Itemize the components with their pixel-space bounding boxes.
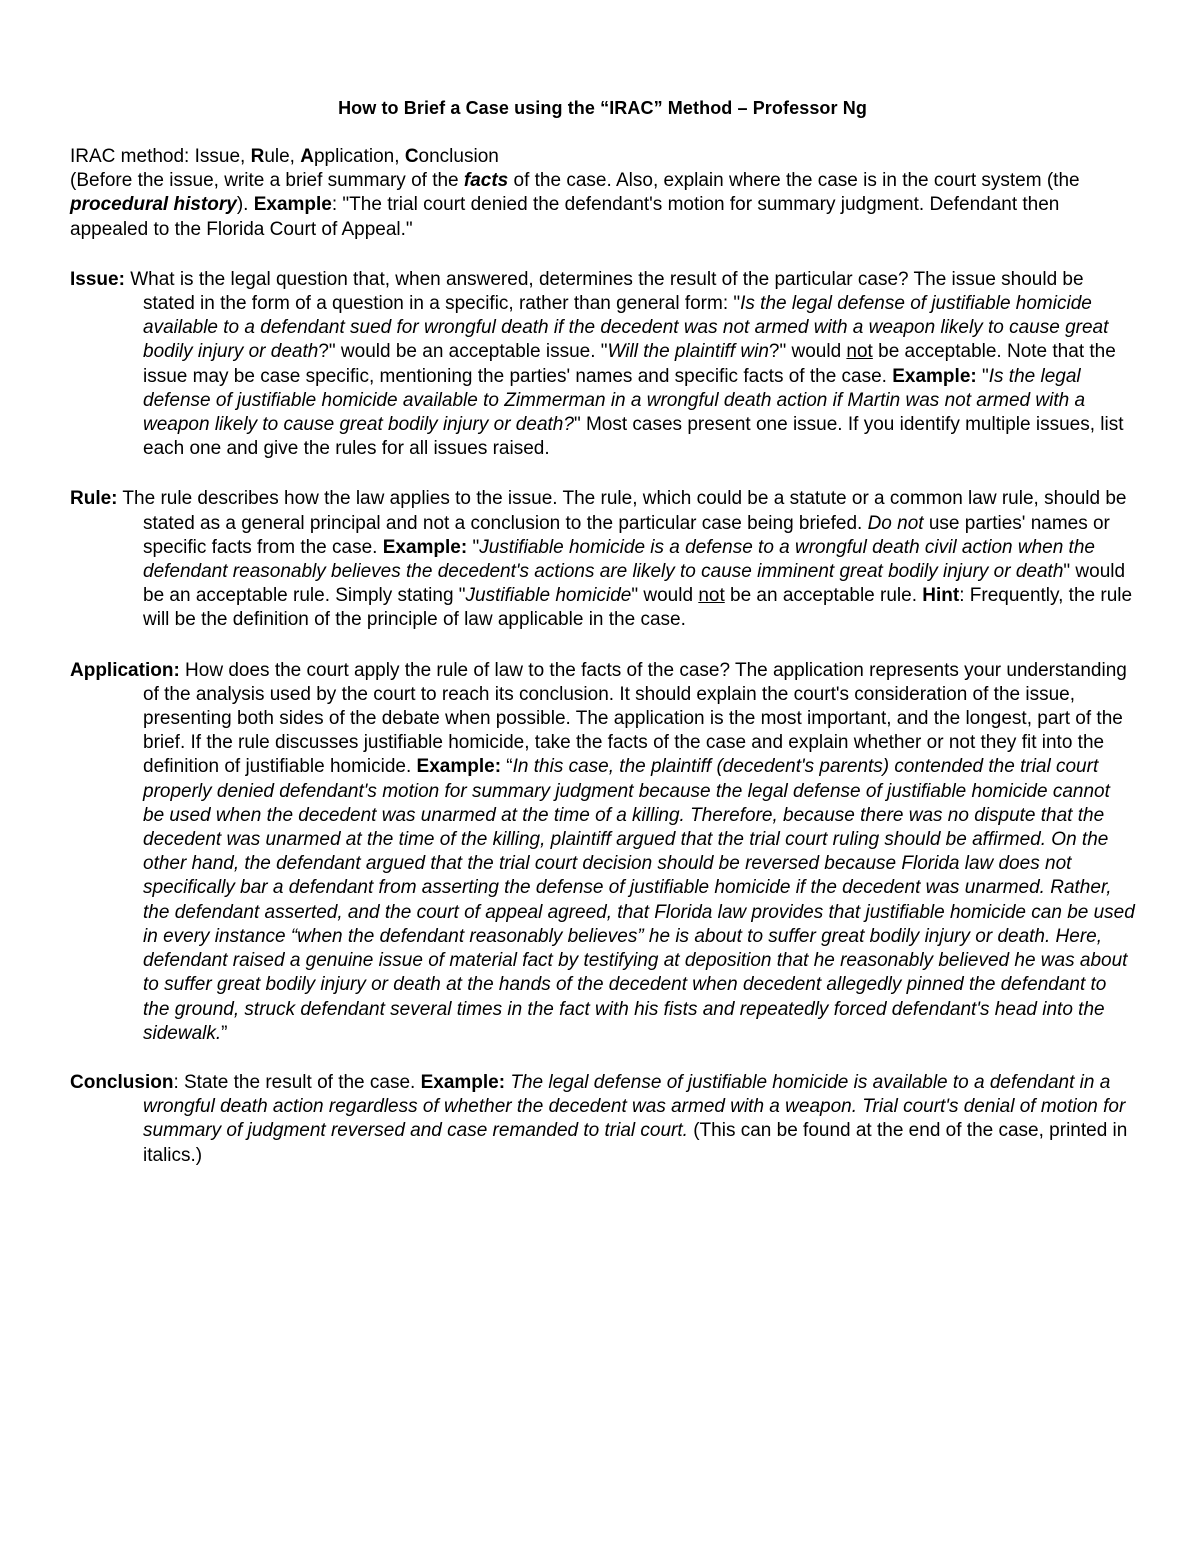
application-section xyxy=(70,659,1135,1046)
application-open-quote: “ xyxy=(501,756,513,778)
application-text-1: How does the court apply the rule of law to the facts of the case? The application represents your understanding of the analysis used by the court to reach its conclusion. It should explain the court's consideration of the issue, presenting both sides of the debate when possible. The application is the most important, and the longest, part of the brief. If the rule discusses justifiable homicide, take the facts of the case and explain whether or not they fit into the definition of justifiable homicide. xyxy=(143,659,1127,778)
conclusion-section xyxy=(70,1071,1135,1168)
rule-text-1: The rule describes how the law applies to the issue. The rule, which could be a statute or a common law rule, should be stated as a general principal and not a conclusion to the particular case being briefed. xyxy=(117,488,1127,534)
procedural-history-term: procedural history xyxy=(70,194,237,216)
rule-hint-text: : Frequently, the rule will be the definition of the principle of law applicable in the case. xyxy=(143,585,1133,631)
intro-text-1: (Before the issue, write a brief summary of the xyxy=(70,170,464,192)
letter-a: A xyxy=(300,146,314,167)
rule-hint-label: Hint xyxy=(922,585,960,607)
application-heading: Application: xyxy=(70,659,180,681)
application-example-label: Example: xyxy=(416,756,502,778)
issue-text-5: " xyxy=(976,365,989,387)
method-prefix: IRAC method: Issue, xyxy=(70,146,251,167)
rule-text-4: " would be an acceptable rule. Simply stating " xyxy=(143,561,1126,607)
issue-text-3: ?" would xyxy=(768,341,847,363)
issue-text-2: ?" would be an acceptable issue. " xyxy=(318,341,608,363)
application-close-quote: ” xyxy=(221,1022,228,1044)
rule-not-underlined: not xyxy=(698,585,725,607)
rule-word: ule, xyxy=(264,146,301,167)
conclusion-example-label: Example: xyxy=(420,1071,506,1093)
rule-text-3: " xyxy=(467,536,480,558)
document-page xyxy=(70,98,1135,1168)
rule-example-label: Example: xyxy=(382,536,468,558)
document-title: How to Brief a Case using the “IRAC” Method – Professor Ng xyxy=(338,98,867,118)
conclusion-example-text: The legal defense of justifiable homicide is available to a defendant in a wrongful death action regardless of whether the decedent was armed with a weapon. Trial court's denial of motion for summary of judgment reversed and case remanded to trial court. xyxy=(143,1071,1126,1142)
intro-text-3: ). xyxy=(236,194,254,216)
rule-example-text: Justifiable homicide is a defense to a wrongful death civil action when the defendant reasonably believes the decedent's actions are likely to cause imminent great bodily injury or death xyxy=(143,536,1095,583)
issue-section xyxy=(70,268,1135,462)
intro-example-text: : "The trial court denied the defendant's motion for summary judgment. Defendant then appealed to the Florida Court of Appeal." xyxy=(70,194,1060,240)
rule-section xyxy=(70,487,1135,632)
letter-c: C xyxy=(404,146,419,167)
rule-text-5: " would xyxy=(631,585,699,607)
conclusion-word: onclusion xyxy=(418,146,499,167)
issue-not-underlined: not xyxy=(846,341,873,363)
issue-example-general: Will the plaintiff win xyxy=(607,341,769,363)
intro-example-label: Example xyxy=(253,194,332,216)
rule-do-not: Do not xyxy=(867,512,924,534)
issue-example-label: Example: xyxy=(892,365,977,387)
intro-section xyxy=(70,145,1135,242)
intro-paragraph xyxy=(70,169,1135,242)
application-word: pplication, xyxy=(313,146,405,167)
conclusion-heading: Conclusion xyxy=(70,1071,174,1093)
conclusion-note: (This can be found at the end of the case, printed in italics.) xyxy=(143,1120,1128,1166)
intro-text-2: of the case. Also, explain where the case is in the court system (the xyxy=(508,170,1080,192)
application-example-text: In this case, the plaintiff (decedent's parents) contended the trial court properly denied defendant's motion for summary judgment because the legal defense of justifiable homicide cannot be used when the decedent was unarmed at the time of a killing. Therefore, because there was no dispute that the decedent was unarmed at the time of the killing, plaintiff argued that the trial court ruling should be affirmed. On the other hand, the defendant argued that the trial court decision should be reversed because Florida law does not specifically bar a defendant from asserting the defense of justifiable homicide if the decedent was unarmed. Rather, the defendant asserted, and the court of appeal agreed, that Florida law provides that justifiable homicide can be used in every instance “when the defendant reasonably believes” he is about to suffer great bodily injury or death. Here, defendant raised a genuine issue of material fact by testifying at deposition that he reasonably believed he was about to suffer great bodily injury or death at the hands of the decedent when decedent allegedly pinned the defendant to the ground, struck defendant several times in the fact with his fists and repeatedly forced defendant's head into the sidewalk. xyxy=(143,756,1135,1044)
issue-example-case: Is the legal defense of justifiable homicide available to Zimmerman in a wrongful death action if Martin was not armed with a weapon likely to cause great bodily injury or death? xyxy=(143,365,1086,436)
rule-heading: Rule: xyxy=(70,488,118,510)
irac-method-line xyxy=(70,145,1135,169)
rule-text-6: be an acceptable rule. xyxy=(724,585,923,607)
issue-example-specific: Is the legal defense of justifiable homicide available to a defendant sued for wrongful death if the decedent was not armed with a weapon likely to cause great bodily injury or death xyxy=(143,293,1109,363)
rule-text-2: use parties' names or specific facts from the case. xyxy=(143,512,1110,558)
rule-bad-example: Justifiable homicide xyxy=(465,585,632,607)
issue-text-4: be acceptable. Note that the issue may be case specific, mentioning the parties' names and specific facts of the case. xyxy=(143,341,1116,387)
conclusion-text-1: : State the result of the case. xyxy=(173,1071,421,1093)
issue-text-1: What is the legal question that, when answered, determines the result of the particular case? The issue should be stated in the form of a question in a specific, rather than general form: " xyxy=(124,268,1084,315)
facts-term: facts xyxy=(463,170,509,192)
issue-heading: Issue: xyxy=(70,268,125,290)
issue-text-6: " Most cases present one issue. If you identify multiple issues, list each one and give the rules for all issues raised. xyxy=(143,414,1124,460)
letter-r: R xyxy=(250,146,265,167)
